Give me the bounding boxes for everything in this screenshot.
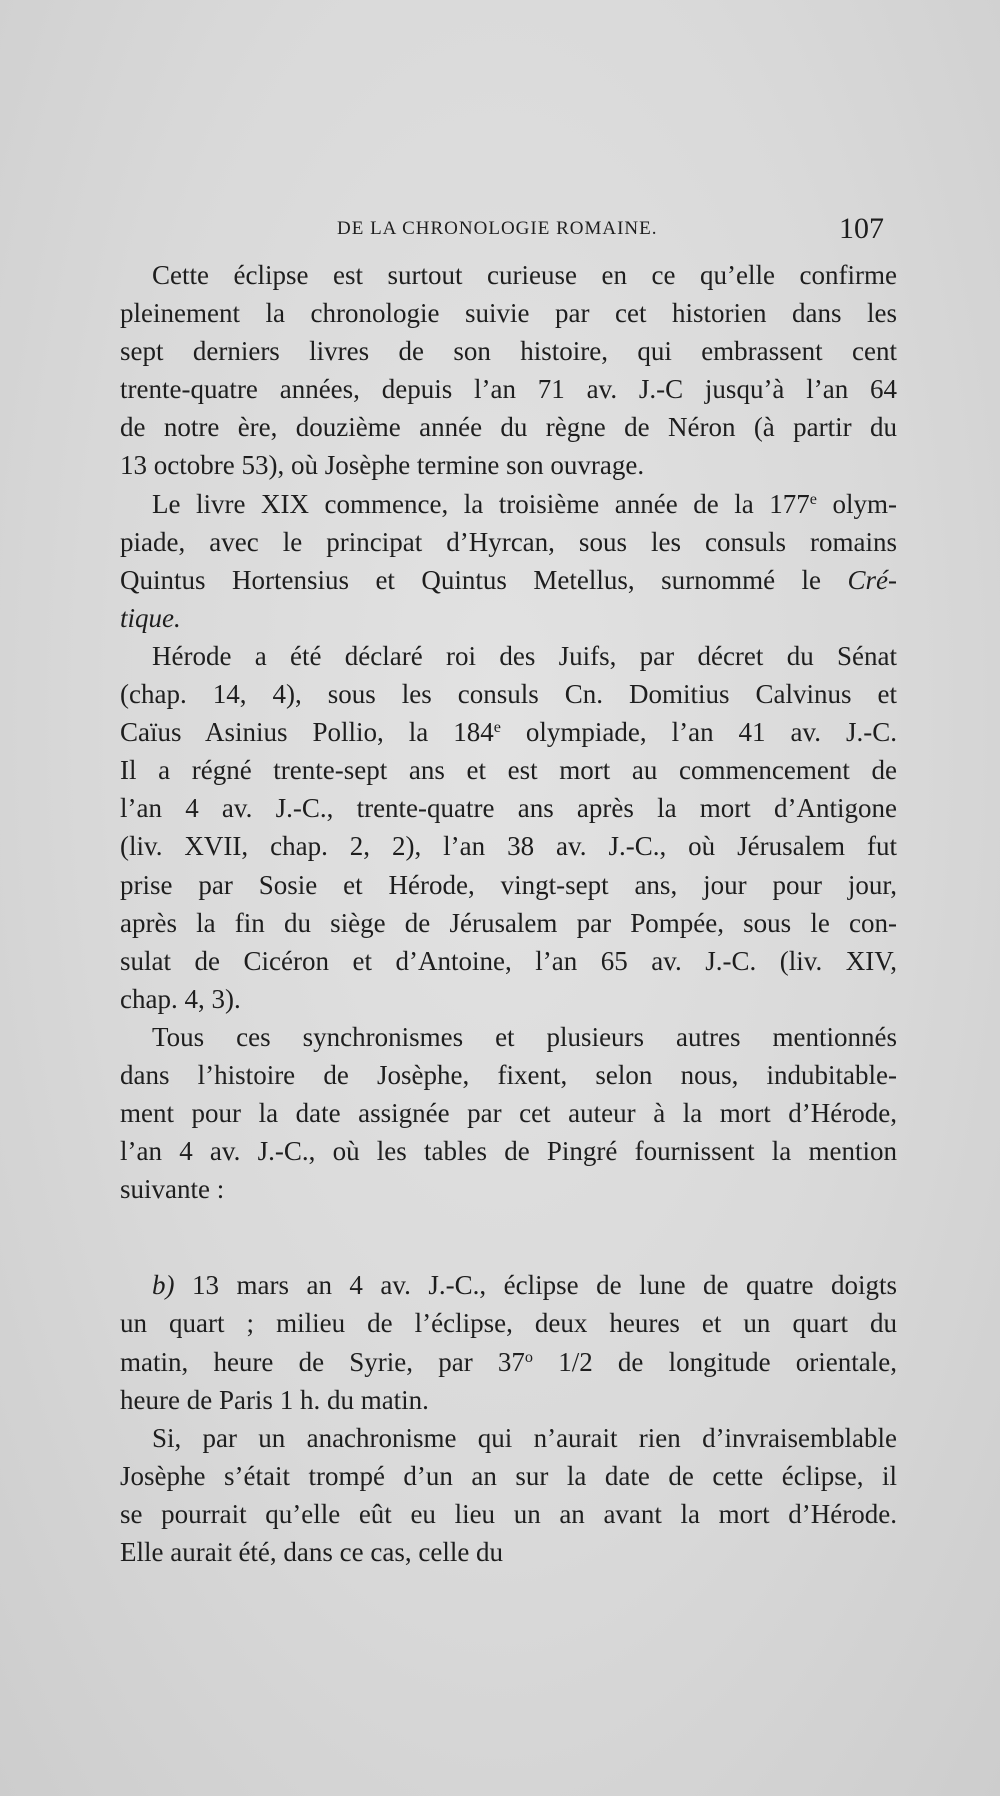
text-line: [120, 561, 897, 599]
page-number: 107: [839, 212, 884, 245]
text-line: [120, 1343, 897, 1381]
text-line: [120, 713, 897, 751]
running-head: [337, 212, 897, 252]
vertical-space: [120, 1208, 897, 1266]
text-fragment: matin, heure de Syrie, par 37: [120, 1346, 525, 1377]
body-text: [120, 256, 897, 1571]
text-line: Si, par un anachronisme qui n’aurait rien d’invraisemblable: [152, 1422, 897, 1453]
text-line: Elle aurait été, dans ce cas, celle du: [120, 1537, 504, 1567]
text-line: Josèphe s’était trompé d’un an sur la date de cette éclipse, il: [120, 1460, 897, 1491]
text-line: Hérode a été déclaré roi des Juifs, par décret du Sénat: [152, 640, 897, 671]
text-line: heure de Paris 1 h. du matin.: [120, 1384, 429, 1415]
italic-fragment: Cré-: [847, 564, 897, 595]
text-line: l’an 4 av. J.-C., où les tables de Pingré fournissent la mention: [120, 1136, 897, 1167]
superscript: e: [493, 718, 501, 737]
text-fragment: 13 mars an 4 av. J.-C., éclipse de lune de quatre doigts: [174, 1270, 897, 1301]
text-fragment: Quintus Hortensius et Quintus Metellus, surnommé le: [120, 564, 848, 595]
text-line: prise par Sosie et Hérode, vingt-sept ans, jour pour jour,: [120, 869, 897, 900]
superscript: e: [809, 489, 817, 508]
text-line: [120, 599, 897, 637]
text-line: Cette éclipse est surtout curieuse en ce qu’elle confirme: [152, 260, 897, 290]
text-fragment: Le livre XIX commence, la troisième année de la 177: [152, 488, 810, 519]
text-fragment: Caïus Asinius Pollio, la 184: [120, 717, 494, 748]
text-line: [120, 485, 897, 523]
text-line: sept derniers livres de son histoire, qui embrassent cent: [120, 336, 897, 367]
running-title: DE LA CHRONOLOGIE ROMAINE.: [337, 218, 658, 239]
text-line: de notre ère, douzième année du règne de Néron (à partir du: [120, 412, 897, 443]
text-line: un quart ; milieu de l’éclipse, deux heures et un quart du: [120, 1308, 897, 1339]
text-line: suivante :: [120, 1174, 225, 1205]
text-fragment: olympiade, l’an 41 av. J.-C.: [500, 717, 897, 748]
italic-fragment: b): [152, 1270, 175, 1301]
text-line: 13 octobre 53), où Josèphe termine son ouvrage.: [120, 450, 645, 481]
text-line: trente-quatre années, depuis l’an 71 av. J.-C jusqu’à l’an 64: [120, 374, 897, 405]
italic-fragment: tique.: [120, 602, 181, 633]
text-line: [120, 1266, 897, 1304]
text-line: (chap. 14, 4), sous les consuls Cn. Domitius Calvinus et: [120, 679, 897, 710]
text-line: sulat de Cicéron et d’Antoine, l’an 65 av. J.-C. (liv. XIV,: [120, 945, 897, 976]
text-line: piade, avec le principat d’Hyrcan, sous les consuls romains: [120, 526, 897, 557]
text-line: chap. 4, 3).: [120, 983, 241, 1014]
text-line: se pourrait qu’elle eût eu lieu un an avant la mort d’Hérode.: [120, 1498, 897, 1529]
text-line: pleinement la chronologie suivie par cet historien dans les: [120, 298, 897, 329]
text-line: après la fin du siège de Jérusalem par Pompée, sous le con-: [120, 907, 897, 938]
text-fragment: olym-: [816, 488, 897, 519]
text-fragment: 1/2 de longitude orientale,: [533, 1346, 897, 1377]
superscript: o: [524, 1347, 534, 1366]
text-line: Tous ces synchronismes et plusieurs autres mentionnés: [152, 1021, 897, 1052]
text-line: Il a régné trente-sept ans et est mort au commencement de: [120, 755, 897, 786]
text-line: ment pour la date assignée par cet auteur à la mort d’Hérode,: [120, 1098, 897, 1129]
text-line: l’an 4 av. J.-C., trente-quatre ans après la mort d’Antigone: [120, 793, 897, 824]
text-line: dans l’histoire de Josèphe, fixent, selon nous, indubitable-: [120, 1059, 897, 1090]
text-line: (liv. XVII, chap. 2, 2), l’an 38 av. J.-C., où Jérusalem fut: [120, 831, 897, 862]
